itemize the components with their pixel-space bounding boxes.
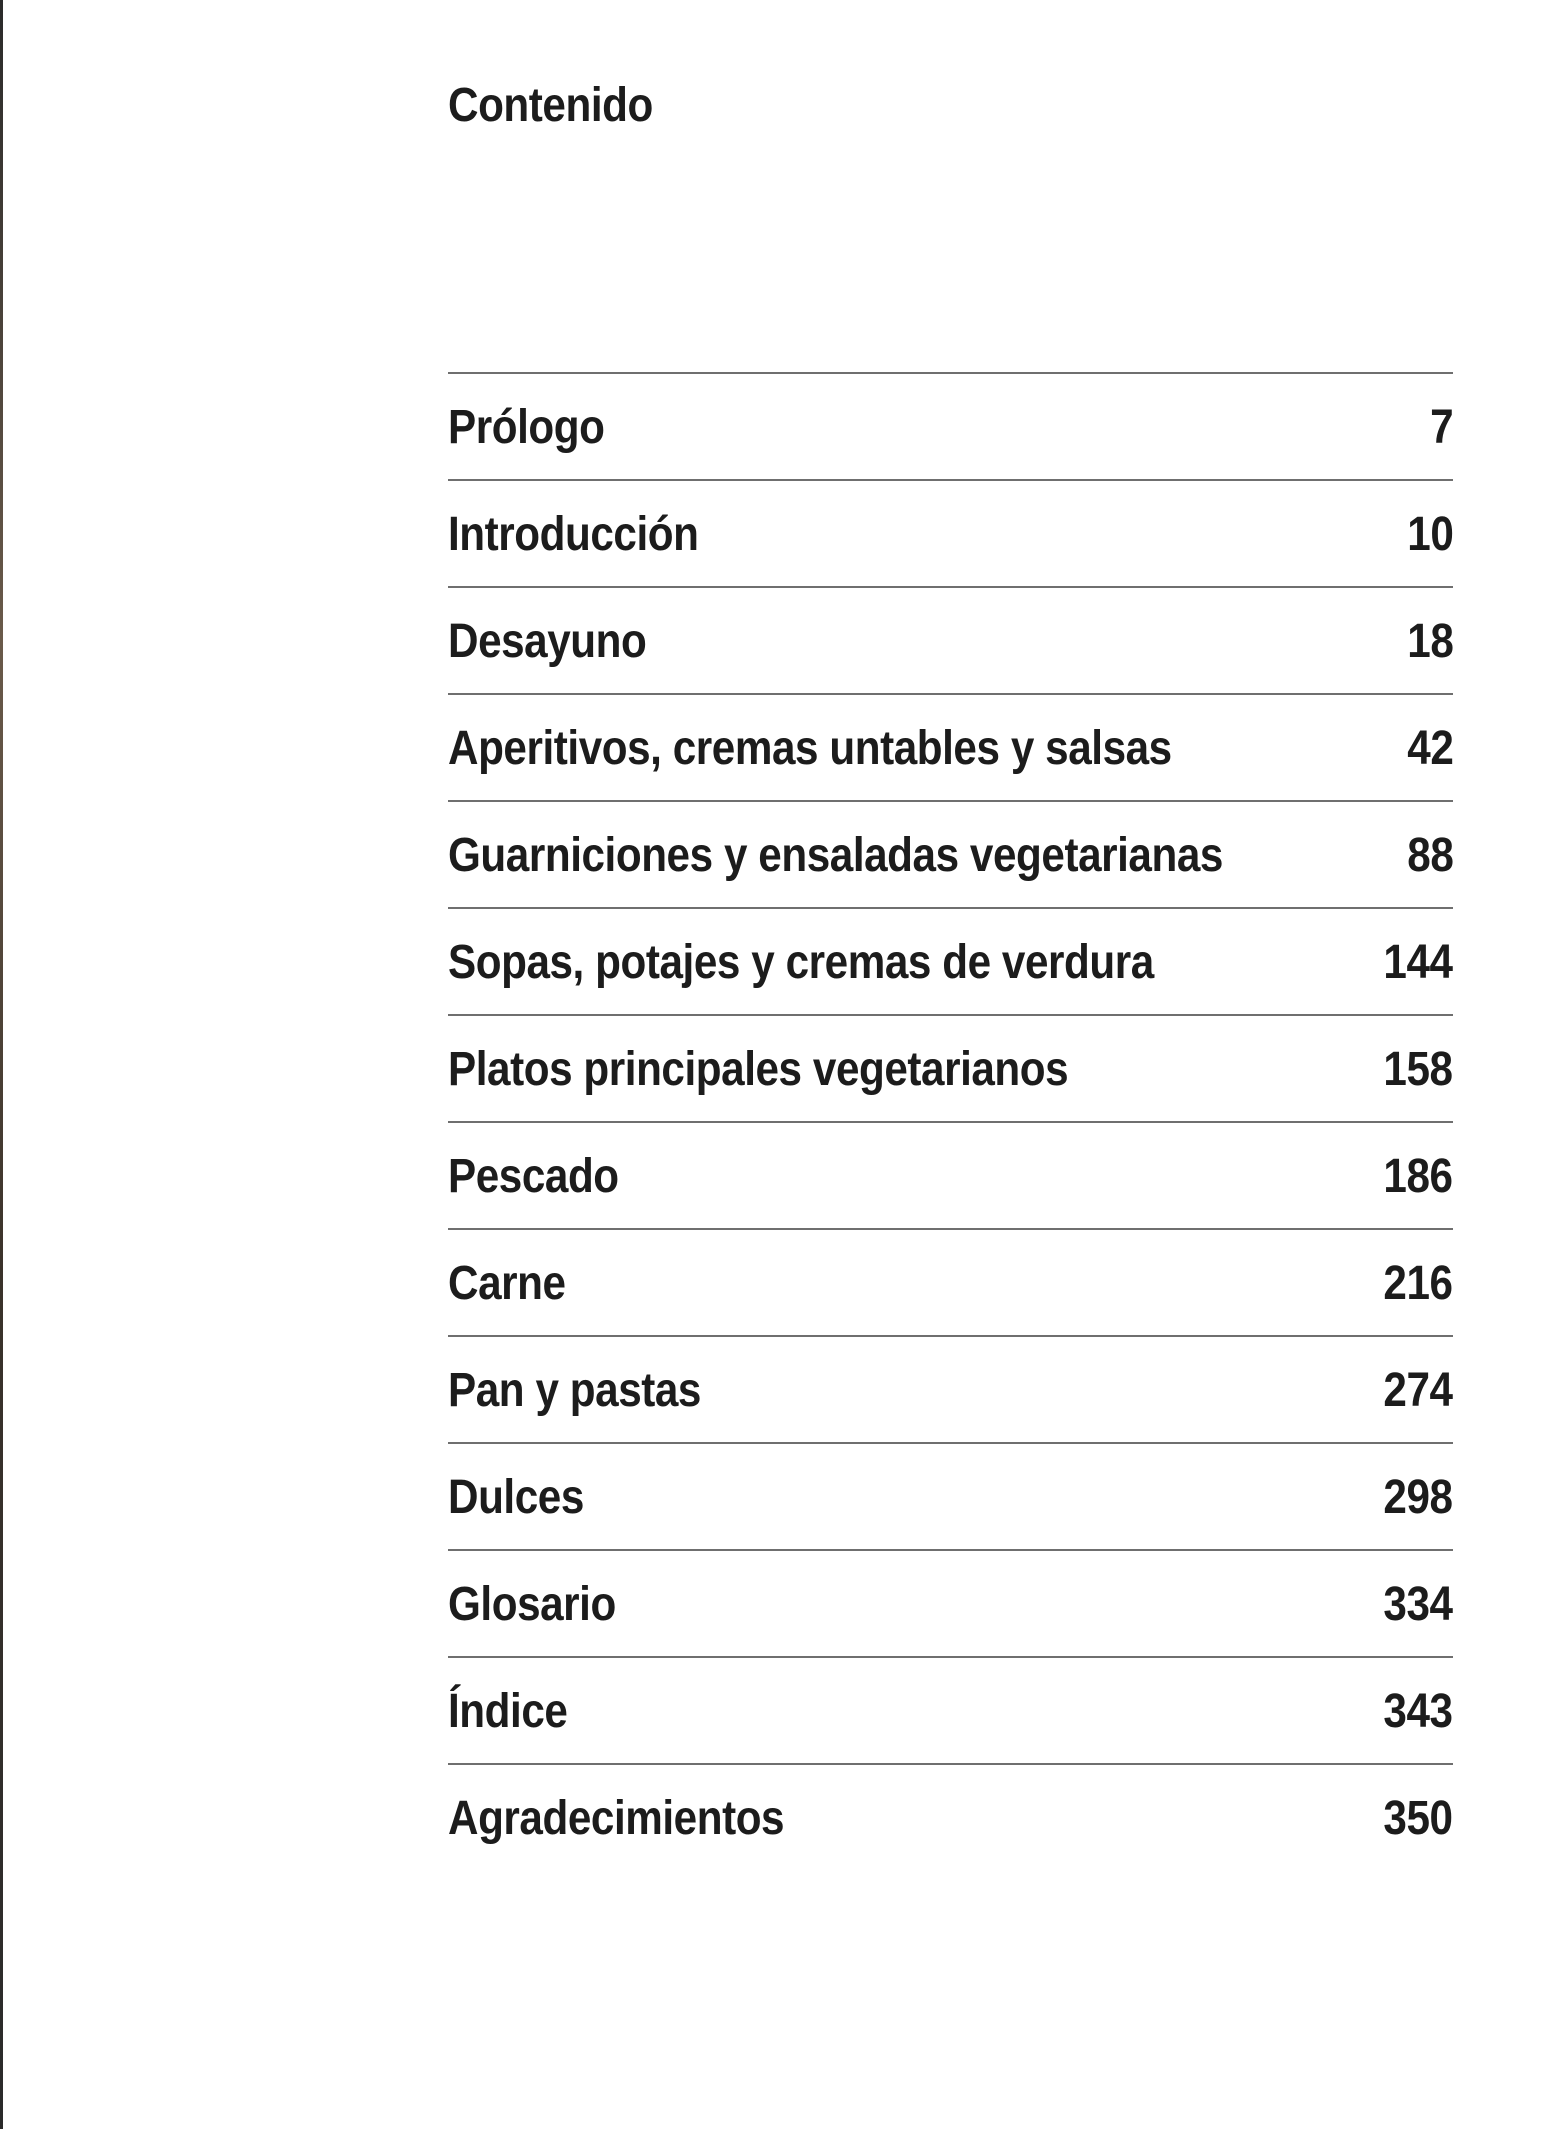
toc-label: Pescado xyxy=(448,1150,619,1203)
toc-row-platos-principales[interactable] xyxy=(448,1016,1453,1123)
toc-label: Aperitivos, cremas untables y salsas xyxy=(448,722,1172,775)
toc-row-pescado[interactable] xyxy=(448,1123,1453,1230)
toc-page-number: 7 xyxy=(1429,401,1453,454)
toc-page-number: 298 xyxy=(1383,1471,1453,1524)
toc-row-aperitivos[interactable] xyxy=(448,695,1453,802)
toc-label: Carne xyxy=(448,1257,566,1310)
toc-page-number: 216 xyxy=(1383,1257,1453,1310)
toc-row-dulces[interactable] xyxy=(448,1444,1453,1551)
toc-row-agradecimientos[interactable] xyxy=(448,1765,1453,1872)
toc-page-number: 186 xyxy=(1383,1150,1453,1203)
toc-row-prologo[interactable] xyxy=(448,374,1453,481)
toc-row-desayuno[interactable] xyxy=(448,588,1453,695)
toc-page-number: 158 xyxy=(1383,1043,1453,1096)
toc-page-number: 10 xyxy=(1406,508,1453,561)
toc-page-number: 144 xyxy=(1383,936,1453,989)
toc-page-number: 350 xyxy=(1383,1792,1453,1845)
toc-page-number: 18 xyxy=(1406,615,1453,668)
toc-row-glosario[interactable] xyxy=(448,1551,1453,1658)
toc-page-number: 42 xyxy=(1406,722,1453,775)
toc-page-number: 343 xyxy=(1383,1685,1453,1738)
toc-label: Guarniciones y ensaladas vegetarianas xyxy=(448,829,1223,882)
toc-page-number: 274 xyxy=(1383,1364,1453,1417)
toc-label: Sopas, potajes y cremas de verdura xyxy=(448,936,1154,989)
toc-label: Agradecimientos xyxy=(448,1792,785,1845)
toc-row-guarniciones[interactable] xyxy=(448,802,1453,909)
toc-label: Desayuno xyxy=(448,615,647,668)
toc-row-sopas[interactable] xyxy=(448,909,1453,1016)
toc-label: Platos principales vegetarianos xyxy=(448,1043,1069,1096)
toc-label: Pan y pastas xyxy=(448,1364,701,1417)
toc-label: Índice xyxy=(448,1685,568,1738)
toc-row-pan-y-pastas[interactable] xyxy=(448,1337,1453,1444)
toc-row-introduccion[interactable] xyxy=(448,481,1453,588)
toc-page-number: 334 xyxy=(1383,1578,1453,1631)
toc-page-number: 88 xyxy=(1406,829,1453,882)
toc-label: Introducción xyxy=(448,508,699,561)
table-of-contents xyxy=(448,372,1453,1872)
page-edge xyxy=(0,0,3,2129)
toc-row-indice[interactable] xyxy=(448,1658,1453,1765)
toc-label: Prólogo xyxy=(448,401,605,454)
toc-label: Glosario xyxy=(448,1578,616,1631)
page-title: Contenido xyxy=(448,79,653,132)
toc-label: Dulces xyxy=(448,1471,584,1524)
toc-row-carne[interactable] xyxy=(448,1230,1453,1337)
